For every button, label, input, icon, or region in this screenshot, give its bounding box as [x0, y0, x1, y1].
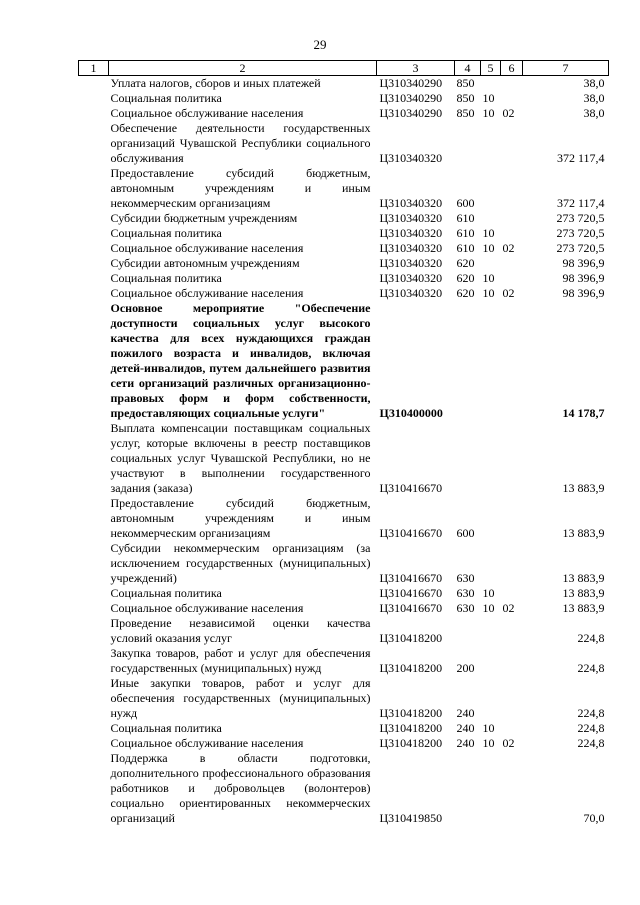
column-header-4: 4 [455, 61, 481, 76]
row-name: Выплата компенсации поставщикам социальных услуг, которые включены в реестр поставщиков социальных услуг Чувашской Республики, но не участвуют в выполнении государственного задания (заказа) [110, 421, 371, 495]
row-amount: 224,8 [577, 721, 605, 735]
row-subsection [501, 646, 523, 676]
row-amount: 98 396,9 [562, 286, 605, 300]
table-row [79, 301, 609, 421]
row-subsection [501, 211, 523, 226]
row-section: 10 [482, 241, 495, 255]
row-section [481, 421, 501, 496]
budget-table [78, 60, 609, 826]
row-expense-type [455, 616, 481, 646]
row-expense-type: 850 [456, 91, 475, 105]
row-amount: 372 117,4 [556, 151, 605, 165]
row-target-article: Ц310419850 [379, 811, 443, 825]
row-target-article: Ц310340320 [379, 151, 443, 165]
row-subsection [501, 676, 523, 721]
row-expense-type: 630 [456, 601, 475, 615]
row-name: Социальное обслуживание населения [110, 286, 304, 300]
row-number [79, 241, 109, 256]
row-section [481, 616, 501, 646]
row-number [79, 286, 109, 301]
row-expense-type [455, 301, 481, 421]
row-target-article: Ц310418200 [379, 721, 443, 735]
row-name: Социальное обслуживание населения [110, 106, 304, 120]
row-number [79, 721, 109, 736]
row-amount: 224,8 [577, 661, 605, 675]
row-amount: 70,0 [583, 811, 605, 825]
row-expense-type: 600 [456, 526, 475, 540]
row-name: Предоставление субсидий бюджетным, автономным учреждениям и иным некоммерческим организациям [110, 496, 371, 540]
row-section [481, 751, 501, 826]
row-amount: 98 396,9 [562, 271, 605, 285]
table-header [79, 61, 609, 76]
row-amount: 273 720,5 [556, 241, 605, 255]
table-row [79, 721, 609, 736]
row-target-article: Ц310340320 [379, 241, 443, 255]
row-number [79, 601, 109, 616]
row-expense-type: 850 [456, 76, 475, 90]
row-subsection: 02 [502, 106, 515, 120]
row-expense-type: 610 [456, 241, 475, 255]
row-name: Социальное обслуживание населения [110, 736, 304, 750]
table-row [79, 751, 609, 826]
table-row [79, 256, 609, 271]
row-target-article: Ц310416670 [379, 526, 443, 540]
table-row [79, 106, 609, 121]
row-section: 10 [482, 601, 495, 615]
table-row [79, 496, 609, 541]
row-section: 10 [482, 586, 495, 600]
row-target-article: Ц310418200 [379, 706, 443, 720]
row-number [79, 211, 109, 226]
column-header-7: 7 [523, 61, 609, 76]
row-target-article: Ц310340320 [379, 286, 443, 300]
row-subsection [501, 421, 523, 496]
row-target-article: Ц310418200 [379, 736, 443, 750]
row-expense-type: 630 [456, 586, 475, 600]
row-target-article: Ц310418200 [379, 661, 443, 675]
row-number [79, 256, 109, 271]
page-number: 29 [313, 37, 327, 52]
row-target-article: Ц310418200 [379, 631, 443, 645]
row-expense-type: 240 [456, 721, 475, 735]
row-name: Проведение независимой оценки качества условий оказания услуг [110, 616, 371, 645]
row-number [79, 616, 109, 646]
row-subsection [501, 91, 523, 106]
row-expense-type: 240 [456, 706, 475, 720]
row-amount: 13 883,9 [562, 586, 605, 600]
table-row [79, 736, 609, 751]
row-section: 10 [482, 721, 495, 735]
row-target-article: Ц310340320 [379, 211, 443, 225]
row-target-article: Ц310416670 [379, 571, 443, 585]
row-amount: 38,0 [583, 91, 605, 105]
row-target-article: Ц310400000 [379, 406, 443, 420]
row-expense-type [455, 751, 481, 826]
row-section [481, 211, 501, 226]
row-subsection [501, 121, 523, 166]
column-header-3: 3 [377, 61, 455, 76]
row-section [481, 121, 501, 166]
row-amount: 98 396,9 [562, 256, 605, 270]
row-target-article: Ц310340290 [379, 106, 443, 120]
table-row [79, 541, 609, 586]
row-name: Социальная политика [110, 271, 222, 285]
row-name: Иные закупки товаров, работ и услуг для обеспечения государственных (муниципальных) нужд [110, 676, 371, 720]
row-target-article: Ц310340290 [379, 76, 443, 90]
row-number [79, 736, 109, 751]
row-number [79, 121, 109, 166]
table-row [79, 586, 609, 601]
row-number [79, 271, 109, 286]
row-name: Социальная политика [110, 226, 222, 240]
row-name: Закупка товаров, работ и услуг для обеспечения государственных (муниципальных) нужд [110, 646, 371, 675]
row-subsection [501, 721, 523, 736]
table-row [79, 211, 609, 226]
row-subsection: 02 [502, 736, 515, 750]
column-header-2: 2 [109, 61, 377, 76]
row-number [79, 586, 109, 601]
row-number [79, 541, 109, 586]
row-section: 10 [482, 226, 495, 240]
table-row [79, 121, 609, 166]
row-amount: 224,8 [577, 736, 605, 750]
row-subsection [501, 541, 523, 586]
row-amount: 13 883,9 [562, 526, 605, 540]
table-row [79, 166, 609, 211]
row-amount: 38,0 [583, 106, 605, 120]
row-name: Предоставление субсидий бюджетным, автономным учреждениям и иным некоммерческим организациям [110, 166, 371, 210]
row-expense-type: 200 [456, 661, 475, 675]
row-number [79, 91, 109, 106]
row-expense-type: 620 [456, 271, 475, 285]
row-subsection [501, 616, 523, 646]
row-amount: 372 117,4 [556, 196, 605, 210]
row-expense-type: 600 [456, 196, 475, 210]
row-section: 10 [482, 106, 495, 120]
row-section [481, 301, 501, 421]
row-target-article: Ц310416670 [379, 481, 443, 495]
row-amount: 224,8 [577, 631, 605, 645]
row-expense-type: 850 [456, 106, 475, 120]
row-number [79, 676, 109, 721]
row-name: Уплата налогов, сборов и иных платежей [110, 76, 321, 90]
header-row [79, 61, 609, 76]
row-name: Социальная политика [110, 721, 222, 735]
table-body [79, 76, 609, 827]
row-subsection [501, 226, 523, 241]
row-name: Основное мероприятие "Обеспечение доступности социальных услуг высокого качества для всех нуждающихся граждан пожилого возраста и инвалидов, включая детей-инвалидов, путем дальнейшего развития сети организаций различных организационно-правовых форм и форм собственности, предоставляющих социальные услуги" [110, 301, 371, 420]
row-target-article: Ц310340290 [379, 91, 443, 105]
row-subsection [501, 271, 523, 286]
table-row [79, 676, 609, 721]
row-amount: 13 883,9 [562, 481, 605, 495]
row-subsection [501, 256, 523, 271]
row-number [79, 751, 109, 826]
row-target-article: Ц310340320 [379, 256, 443, 270]
row-subsection [501, 166, 523, 211]
row-section [481, 166, 501, 211]
table-row [79, 271, 609, 286]
row-subsection [501, 76, 523, 92]
row-section [481, 76, 501, 92]
row-section: 10 [482, 286, 495, 300]
row-name: Социальная политика [110, 91, 222, 105]
row-number [79, 496, 109, 541]
row-subsection: 02 [502, 286, 515, 300]
table-row [79, 601, 609, 616]
row-section [481, 676, 501, 721]
row-subsection [501, 496, 523, 541]
table-row [79, 421, 609, 496]
table-row [79, 646, 609, 676]
row-name: Субсидии некоммерческим организациям (за исключением государственных (муниципальных) учреждений) [110, 541, 371, 585]
row-target-article: Ц310340320 [379, 271, 443, 285]
row-number [79, 421, 109, 496]
row-amount: 38,0 [583, 76, 605, 90]
row-number [79, 226, 109, 241]
column-header-6: 6 [501, 61, 523, 76]
table-row [79, 76, 609, 92]
row-amount: 224,8 [577, 706, 605, 720]
row-section: 10 [482, 736, 495, 750]
row-subsection: 02 [502, 241, 515, 255]
row-amount: 13 883,9 [562, 571, 605, 585]
row-section [481, 646, 501, 676]
row-expense-type: 620 [456, 256, 475, 270]
row-name: Поддержка в области подготовки, дополнительного профессионального образования работников и добровольцев (волонтеров) социально ориентированных некоммерческих организаций [110, 751, 371, 825]
row-expense-type [455, 121, 481, 166]
row-name: Социальное обслуживание населения [110, 241, 304, 255]
row-expense-type: 240 [456, 736, 475, 750]
row-amount: 13 883,9 [562, 601, 605, 615]
column-header-1: 1 [79, 61, 109, 76]
row-number [79, 76, 109, 92]
row-number [79, 646, 109, 676]
row-name: Социальная политика [110, 586, 222, 600]
table-row [79, 286, 609, 301]
table-row [79, 91, 609, 106]
row-number [79, 301, 109, 421]
row-section: 10 [482, 91, 495, 105]
column-header-5: 5 [481, 61, 501, 76]
table-row [79, 226, 609, 241]
row-subsection: 02 [502, 601, 515, 615]
row-name: Обеспечение деятельности государственных организаций Чувашской Республики социального обслуживания [110, 121, 371, 165]
row-name: Субсидии бюджетным учреждениям [110, 211, 298, 225]
row-amount: 273 720,5 [556, 211, 605, 225]
row-expense-type: 630 [456, 571, 475, 585]
row-number [79, 106, 109, 121]
row-number [79, 166, 109, 211]
row-section [481, 256, 501, 271]
table-row [79, 241, 609, 256]
table-row [79, 616, 609, 646]
row-subsection [501, 301, 523, 421]
row-name: Социальное обслуживание населения [110, 601, 304, 615]
row-target-article: Ц310340320 [379, 226, 443, 240]
row-amount: 273 720,5 [556, 226, 605, 240]
row-target-article: Ц310416670 [379, 586, 443, 600]
row-amount: 14 178,7 [562, 406, 605, 420]
row-target-article: Ц310340320 [379, 196, 443, 210]
row-section [481, 496, 501, 541]
row-section: 10 [482, 271, 495, 285]
row-target-article: Ц310416670 [379, 601, 443, 615]
row-expense-type: 610 [456, 226, 475, 240]
row-expense-type: 610 [456, 211, 475, 225]
row-subsection [501, 586, 523, 601]
row-section [481, 541, 501, 586]
row-expense-type: 620 [456, 286, 475, 300]
row-expense-type [455, 421, 481, 496]
row-subsection [501, 751, 523, 826]
row-name: Субсидии автономным учреждениям [110, 256, 300, 270]
